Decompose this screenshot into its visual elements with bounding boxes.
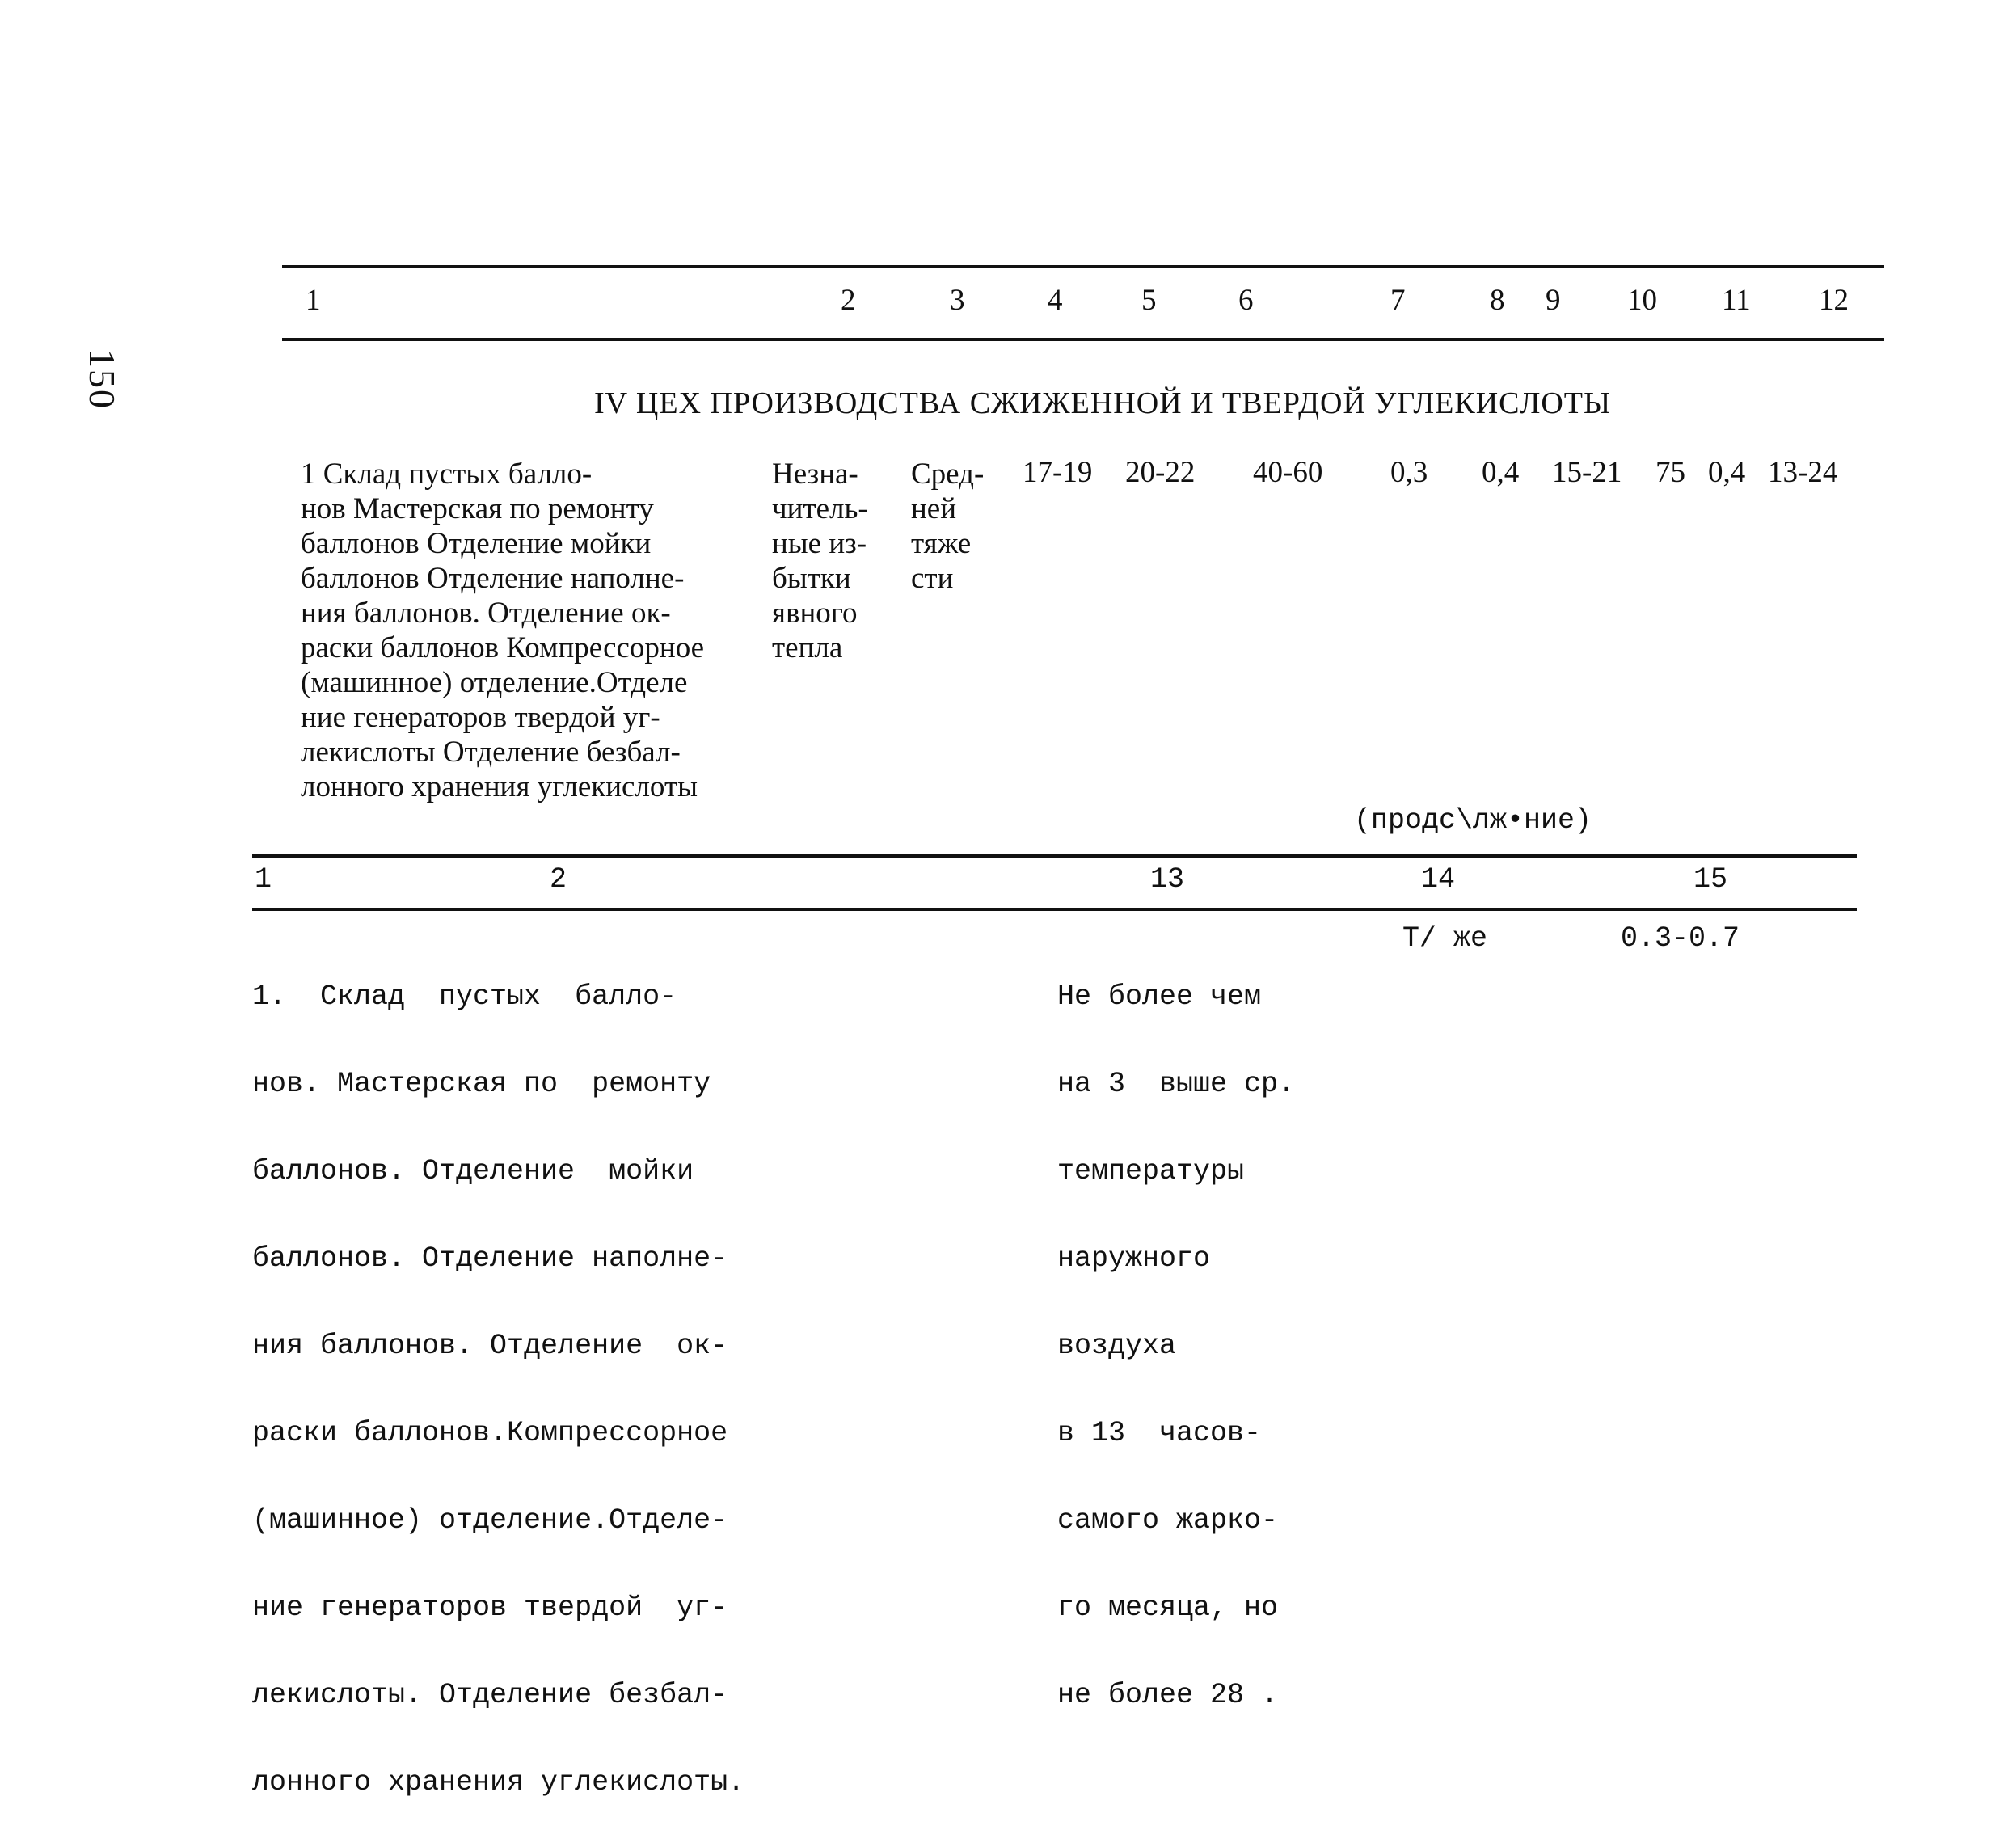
table1-name-line: ния баллонов. Отделение ок- <box>301 597 671 630</box>
table2-col-header-14: 14 <box>1421 863 1456 896</box>
table1-name-line: лекислоты Отделение безбал- <box>301 736 681 769</box>
section-title: IV ЦЕХ ПРОИЗВОДСТВА СЖИЖЕННОЙ И ТВЕРДОЙ УГЛЕКИСЛОТЫ <box>594 386 1612 420</box>
table2-name-line: нов. Мастерская по ремонту <box>252 1068 711 1100</box>
table1-top-rule <box>282 265 1884 268</box>
table1-name-line: (машинное) отделение.Отделе <box>301 666 688 699</box>
table1-name-line: лонного хранения углекислоты <box>301 770 698 803</box>
table2-col13-line: наружного <box>1057 1242 1211 1275</box>
table2-col13-line: температуры <box>1057 1155 1245 1187</box>
table1-col3-line: Сред- <box>911 458 985 491</box>
table1-col-header-9: 9 <box>1546 284 1561 317</box>
table2-name-line: баллонов. Отделение наполне- <box>252 1242 728 1275</box>
continuation-label: (продс\лж•ние) <box>1354 804 1592 837</box>
table1-col-header-8: 8 <box>1490 284 1505 317</box>
table1-col7-value: 0,3 <box>1390 456 1428 489</box>
table2-col-header-2: 2 <box>550 863 567 896</box>
table1-col-header-5: 5 <box>1141 284 1157 317</box>
table2-col13-line: в 13 часов- <box>1057 1417 1262 1449</box>
table1-col10-value: 75 <box>1655 456 1685 489</box>
table1-row-col3 <box>911 457 984 596</box>
table2-name-line: лекислоты. Отделение безбал- <box>252 1679 728 1711</box>
table2-name-line: баллонов. Отделение мойки <box>252 1155 694 1187</box>
table1-col2-line: явного <box>772 597 858 630</box>
table1-col-header-11: 11 <box>1722 284 1751 317</box>
table1-col3-line: тяже <box>911 527 972 560</box>
table1-col-header-7: 7 <box>1390 284 1406 317</box>
table1-col2-line: читель- <box>772 492 868 525</box>
table2-row-name <box>252 924 744 1826</box>
table1-col-header-6: 6 <box>1238 284 1254 317</box>
table2-name-line: 1. Склад пустых балло- <box>252 980 677 1013</box>
table1-col6-value: 40-60 <box>1253 456 1323 489</box>
table2-col13-line: на 3 выше ср. <box>1057 1068 1296 1100</box>
table2-col13-line: Не более чем <box>1057 980 1262 1013</box>
table1-col3-line: ней <box>911 492 957 525</box>
table2-name-line: ние генераторов твердой уг- <box>252 1592 728 1624</box>
page-number: 150 <box>82 349 123 410</box>
table2-col13-line: воздуха <box>1057 1330 1177 1362</box>
table1-name-line: нов Мастерская по ремонту <box>301 492 654 525</box>
table1-col-header-12: 12 <box>1819 284 1849 317</box>
table2-col13-line: не более 28 . <box>1057 1679 1279 1711</box>
table1-name-line: ние генераторов твердой уг- <box>301 701 660 734</box>
table2-name-line: (машинное) отделение.Отделе- <box>252 1504 728 1537</box>
table1-name-line: баллонов Отделение наполне- <box>301 562 685 595</box>
table2-col13-line: самого жарко- <box>1057 1504 1279 1537</box>
table2-col-header-15: 15 <box>1693 863 1728 896</box>
table1-col-header-1: 1 <box>306 284 321 317</box>
table1-col-header-10: 10 <box>1627 284 1657 317</box>
table1-row-col2 <box>772 457 868 665</box>
table2-name-line: раски баллонов.Компрессорное <box>252 1417 728 1449</box>
table1-col-header-4: 4 <box>1048 284 1063 317</box>
table1-col-header-2: 2 <box>841 284 856 317</box>
table2-col15-value: 0.3-0.7 <box>1621 922 1740 955</box>
table1-col2-line: тепла <box>772 631 843 664</box>
table1-col4-value: 17-19 <box>1023 456 1093 489</box>
table1-header-rule <box>282 338 1884 341</box>
table1-name-line: 1 Склад пустых балло- <box>301 458 593 491</box>
table2-name-line: ния баллонов. Отделение ок- <box>252 1330 728 1362</box>
table2-col-header-13: 13 <box>1150 863 1185 896</box>
table2-row-col13 <box>1057 924 1295 1739</box>
table2-top-rule <box>252 854 1857 858</box>
table1-row-name <box>301 457 753 804</box>
table2-name-line: лонного хранения углекислоты. <box>252 1766 745 1799</box>
table1-col3-line: сти <box>911 562 954 595</box>
table2-col-header-1: 1 <box>255 863 272 896</box>
table1-col12-value: 13-24 <box>1768 456 1838 489</box>
table2-col14-value: Т/ же <box>1402 922 1488 955</box>
table1-name-line: баллонов Отделение мойки <box>301 527 652 560</box>
table1-name-line: раски баллонов Компрессорное <box>301 631 705 664</box>
table2-header-rule <box>252 908 1857 911</box>
table1-col9-value: 15-21 <box>1552 456 1622 489</box>
table1-col2-line: бытки <box>772 562 851 595</box>
table2-col13-line: го месяца, но <box>1057 1592 1279 1624</box>
table1-col2-line: ные из- <box>772 527 867 560</box>
table1-col2-line: Незна- <box>772 458 858 491</box>
table1-col-header-3: 3 <box>950 284 965 317</box>
table1-col8-value: 0,4 <box>1482 456 1520 489</box>
table1-col5-value: 20-22 <box>1125 456 1196 489</box>
table1-col11-value: 0,4 <box>1708 456 1746 489</box>
